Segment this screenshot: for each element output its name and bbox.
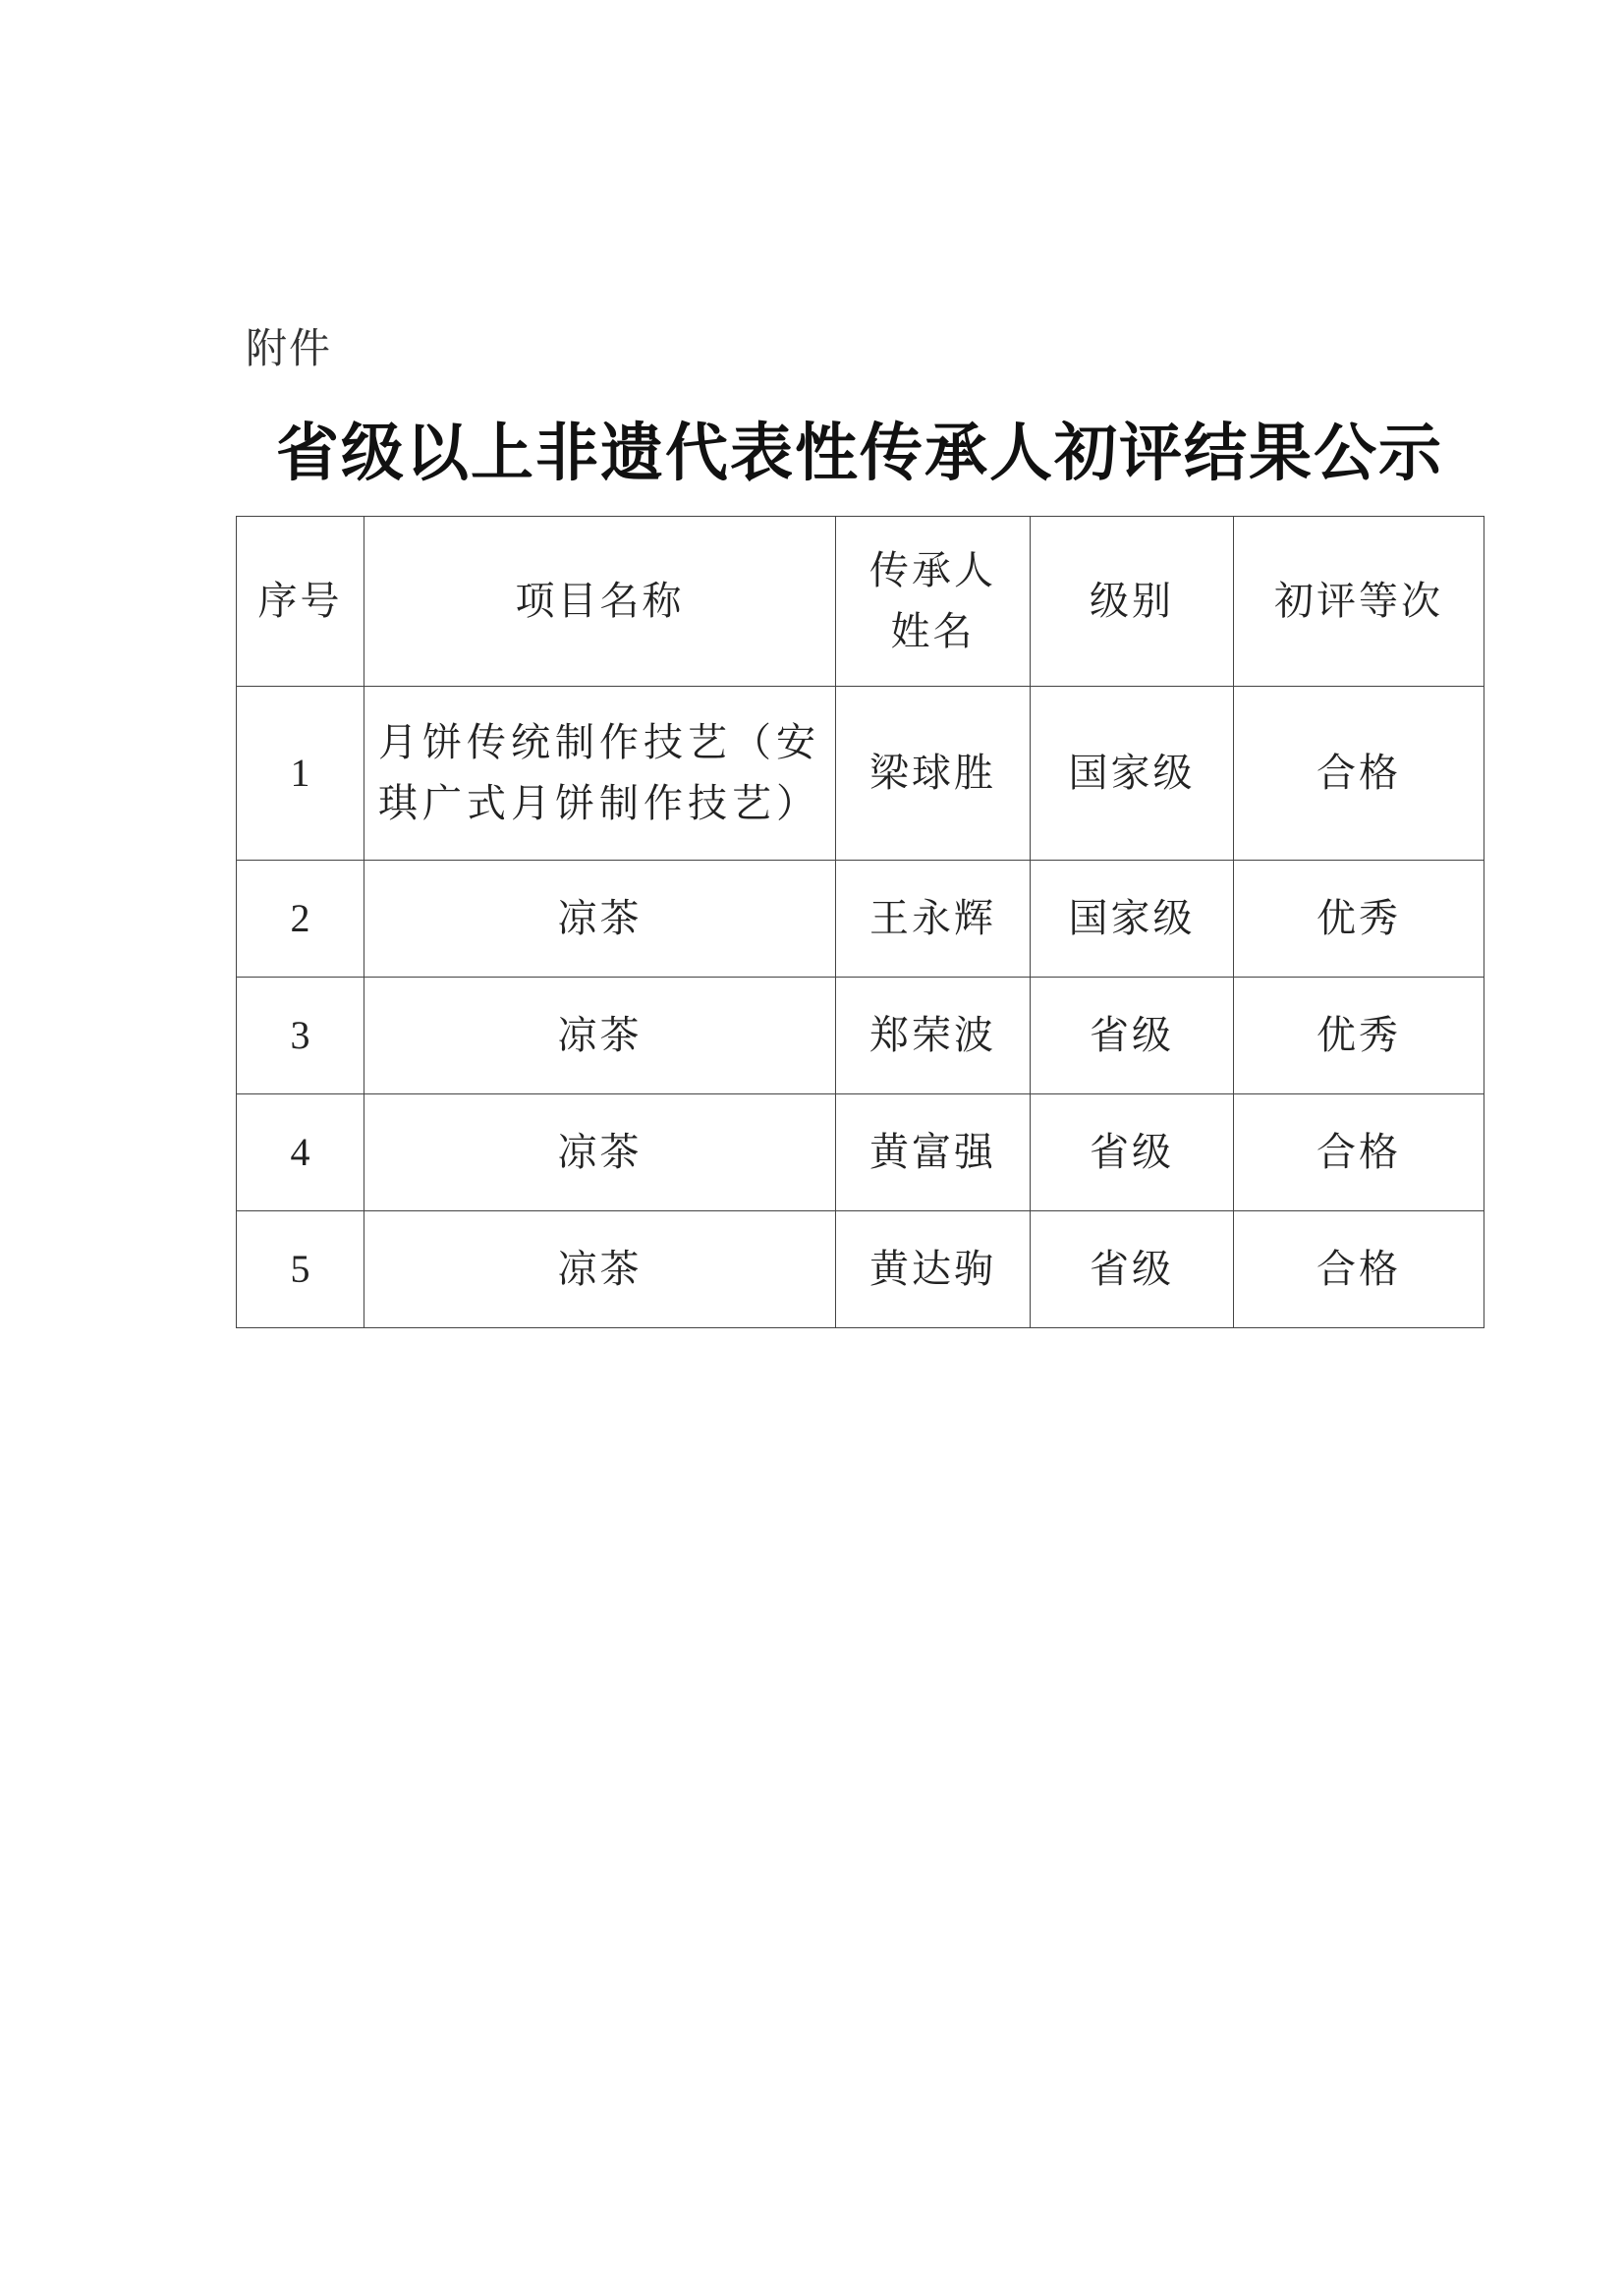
header-grade: 初评等次 [1234, 517, 1484, 687]
cell-name: 黄富强 [836, 1094, 1031, 1211]
cell-serial: 5 [237, 1211, 364, 1328]
cell-level: 省级 [1031, 978, 1234, 1094]
table-row [237, 1094, 1484, 1211]
table-header-row [237, 517, 1484, 687]
cell-name: 王永辉 [836, 861, 1031, 978]
cell-project: 凉茶 [364, 861, 836, 978]
cell-grade: 合格 [1234, 1211, 1484, 1328]
table-row [237, 978, 1484, 1094]
cell-project: 月饼传统制作技艺（安琪广式月饼制作技艺） [364, 687, 836, 861]
results-table [236, 516, 1484, 1328]
cell-grade: 合格 [1234, 1094, 1484, 1211]
cell-grade: 优秀 [1234, 861, 1484, 978]
header-inheritor-line2: 姓名 [890, 609, 976, 654]
cell-level: 国家级 [1031, 861, 1234, 978]
table-row [237, 1211, 1484, 1328]
cell-name: 郑荣波 [836, 978, 1031, 1094]
cell-level: 国家级 [1031, 687, 1234, 861]
cell-serial: 3 [237, 978, 364, 1094]
cell-level: 省级 [1031, 1094, 1234, 1211]
header-serial: 序号 [237, 517, 364, 687]
attachment-label: 附件 [246, 324, 333, 372]
cell-project: 凉茶 [364, 978, 836, 1094]
header-inheritor [836, 517, 1031, 687]
table-row [237, 861, 1484, 978]
cell-level: 省级 [1031, 1211, 1234, 1328]
cell-grade: 优秀 [1234, 978, 1484, 1094]
header-project: 项目名称 [364, 517, 836, 687]
cell-name: 梁球胜 [836, 687, 1031, 861]
cell-grade: 合格 [1234, 687, 1484, 861]
cell-project: 凉茶 [364, 1094, 836, 1211]
table-row [237, 687, 1484, 861]
header-inheritor-line1: 传承人 [869, 548, 996, 593]
page-title: 省级以上非遗代表性传承人初评结果公示 [276, 417, 1443, 490]
cell-name: 黄达驹 [836, 1211, 1031, 1328]
cell-serial: 4 [237, 1094, 364, 1211]
cell-serial: 2 [237, 861, 364, 978]
cell-project: 凉茶 [364, 1211, 836, 1328]
cell-serial: 1 [237, 687, 364, 861]
header-level: 级别 [1031, 517, 1234, 687]
